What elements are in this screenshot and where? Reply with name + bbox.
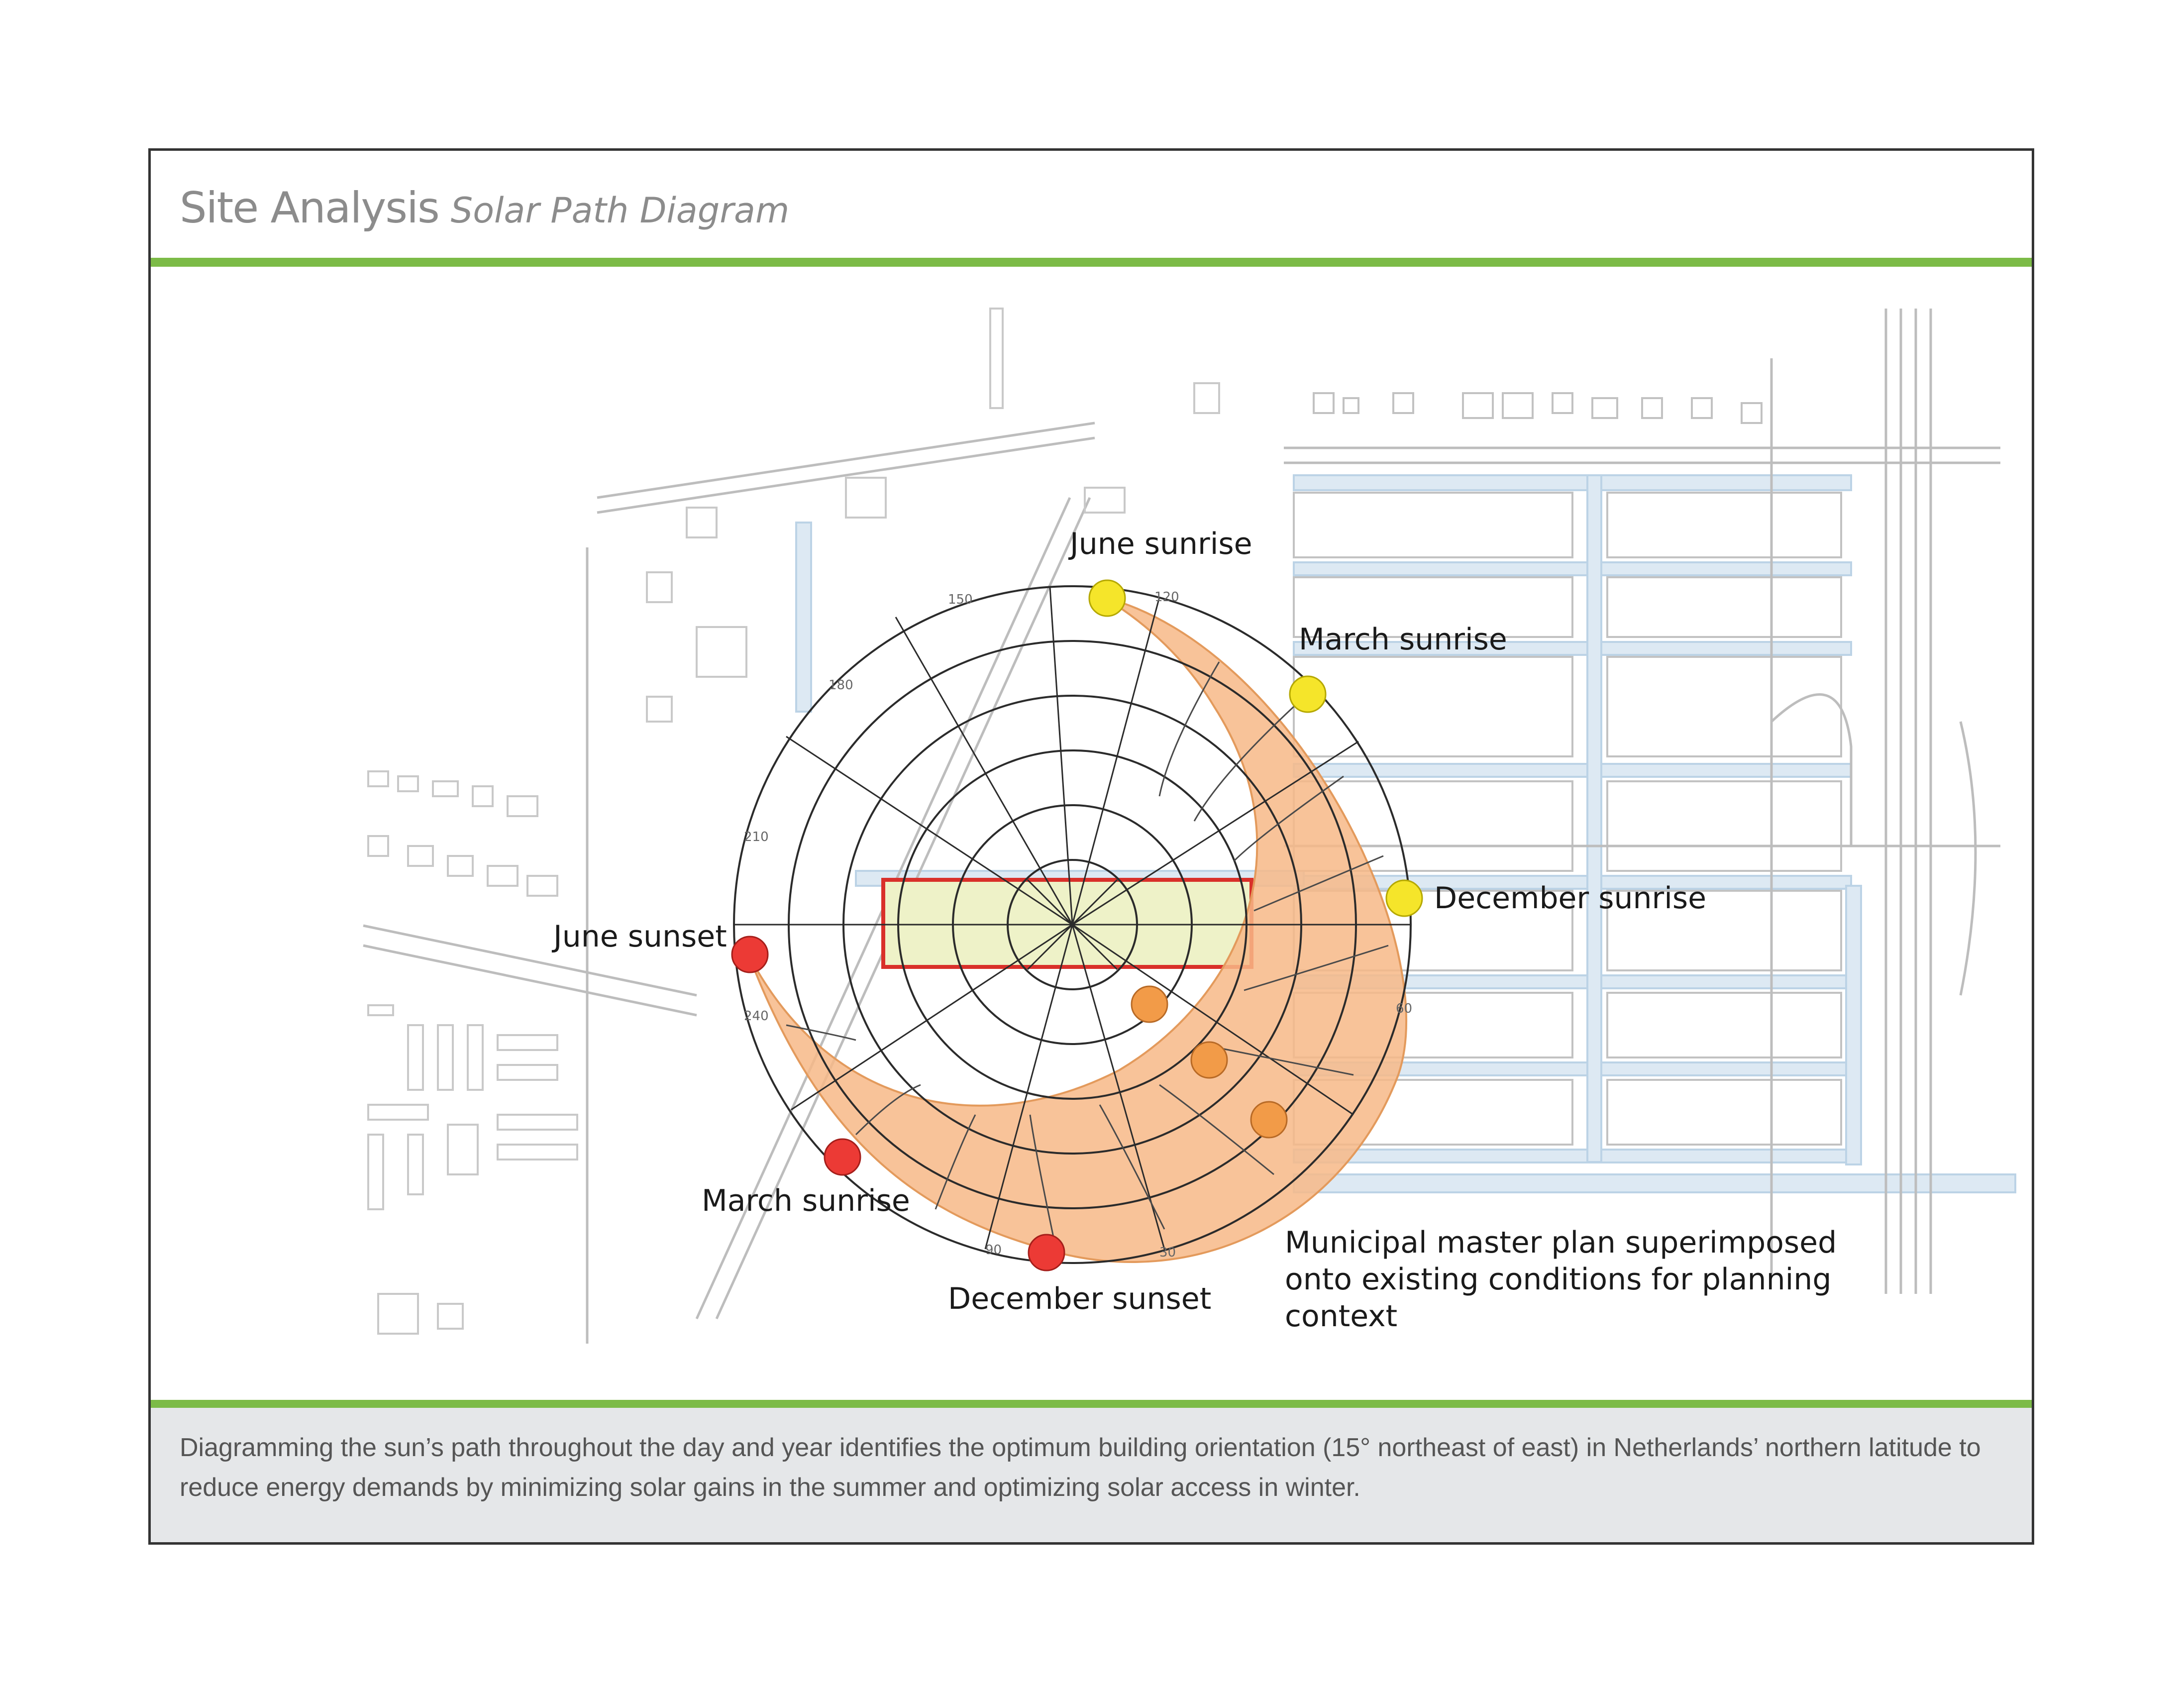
midday-marker [1132,986,1167,1022]
master-plan-note: Municipal master plan superimposed onto existing conditions for planning context [1285,1225,1837,1334]
june-sunrise-marker [1089,580,1125,616]
building-site [883,880,1251,967]
caption-text: Diagramming the sun’s path throughout the day and year identifies the optimum building orientation (15° northeast of east) in Netherlands’ northern latitude to reduce energy demands by minimizing solar gains in the summer and optimizing solar access in winter. [180,1433,1981,1502]
march-sunset-label: March sunrise [702,1183,910,1218]
azimuth-label: 240 [744,1009,769,1024]
azimuth-label: 60 [1396,1001,1413,1016]
title-text: Site Analysis [180,183,439,233]
azimuth-label: 150 [948,592,973,607]
azimuth-label: 90 [985,1243,1002,1258]
june-sunrise-label: June sunrise [1070,527,1252,561]
december-sunrise-label: December sunrise [1434,881,1707,916]
azimuth-label: 210 [744,830,769,844]
march-sunrise-label: March sunrise [1299,622,1507,657]
december-sunset-label: December sunset [948,1281,1212,1316]
december-sunset-marker [1029,1235,1064,1270]
azimuth-label: 120 [1154,590,1179,605]
midday-marker [1191,1042,1227,1078]
azimuth-label: 30 [1159,1245,1176,1260]
june-sunset-label: June sunset [553,919,727,954]
march-sunset-marker [825,1139,860,1175]
march-sunrise-marker [1290,676,1326,712]
azimuth-label: 180 [829,678,853,693]
june-sunset-marker [732,937,768,972]
site-outline [883,880,1251,967]
page-subtitle: Solar Path Diagram [450,190,790,231]
december-sunrise-marker [1386,880,1422,916]
water-channels [796,475,2015,1192]
midday-marker [1251,1102,1287,1138]
